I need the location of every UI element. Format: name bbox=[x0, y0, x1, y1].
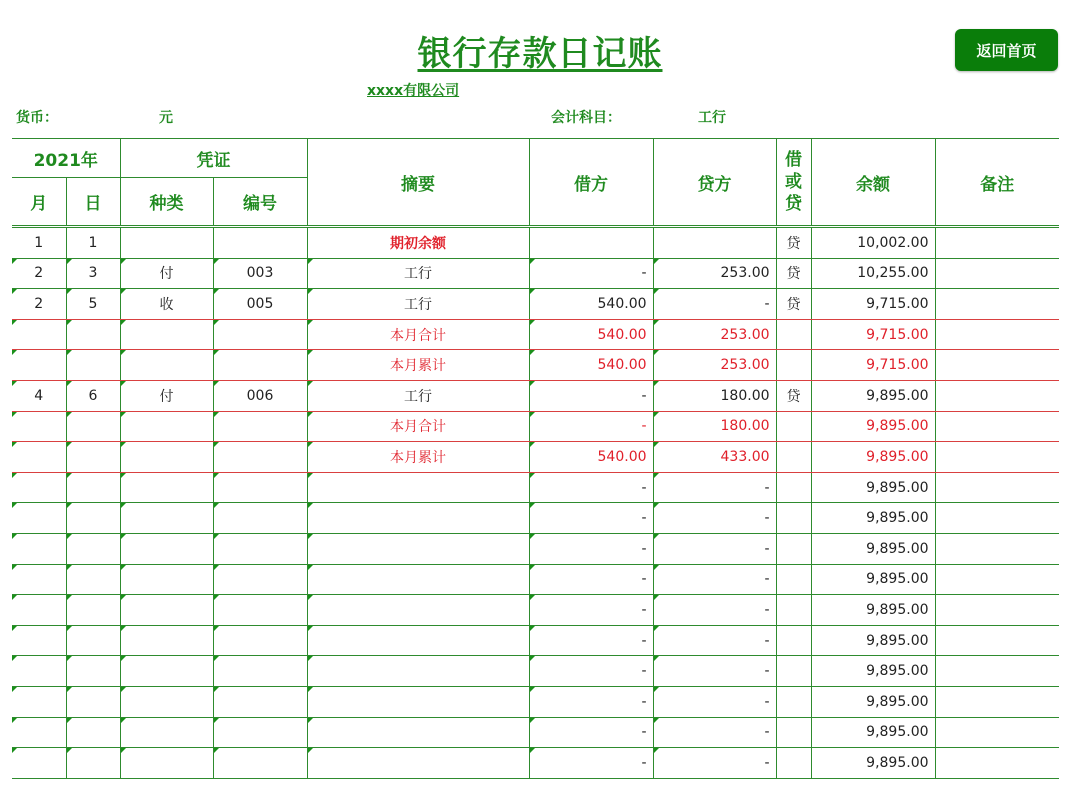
cell-direction[interactable] bbox=[776, 533, 811, 564]
table-row bbox=[12, 717, 1059, 748]
cell-note[interactable] bbox=[935, 686, 1059, 717]
cell-number[interactable] bbox=[213, 442, 307, 473]
cell-month[interactable] bbox=[12, 319, 66, 350]
cell-month[interactable] bbox=[12, 533, 66, 564]
cell-balance[interactable]: 10,002.00 bbox=[811, 227, 935, 259]
cell-month[interactable] bbox=[12, 748, 66, 779]
cell-direction[interactable]: 贷 bbox=[776, 227, 811, 259]
header-number: 编号 bbox=[213, 178, 307, 227]
cell-credit[interactable]: - bbox=[653, 533, 776, 564]
cell-balance[interactable]: 9,715.00 bbox=[811, 289, 935, 320]
cell-credit[interactable]: 253.00 bbox=[653, 350, 776, 381]
header-direction: 借或贷 bbox=[776, 139, 811, 227]
table-row bbox=[12, 227, 1059, 259]
cell-balance[interactable]: 9,895.00 bbox=[811, 748, 935, 779]
company-name: xxxx有限公司 bbox=[367, 83, 460, 99]
header-summary: 摘要 bbox=[307, 139, 529, 227]
table-row bbox=[12, 258, 1059, 289]
cell-type[interactable] bbox=[120, 717, 213, 748]
ledger-table bbox=[12, 138, 1059, 779]
cell-balance[interactable]: 9,895.00 bbox=[811, 717, 935, 748]
table-row bbox=[12, 748, 1059, 779]
cell-type[interactable] bbox=[120, 503, 213, 534]
header-type: 种类 bbox=[120, 178, 213, 227]
cell-debit[interactable]: 540.00 bbox=[529, 319, 653, 350]
cell-type[interactable] bbox=[120, 227, 213, 259]
cell-month[interactable] bbox=[12, 625, 66, 656]
cell-type[interactable]: 付 bbox=[120, 258, 213, 289]
cell-balance[interactable]: 9,895.00 bbox=[811, 686, 935, 717]
cell-note[interactable] bbox=[935, 472, 1059, 503]
cell-debit[interactable]: - bbox=[529, 503, 653, 534]
cell-type[interactable] bbox=[120, 442, 213, 473]
cell-debit[interactable]: 540.00 bbox=[529, 350, 653, 381]
cell-credit[interactable]: - bbox=[653, 289, 776, 320]
cell-type[interactable] bbox=[120, 472, 213, 503]
cell-month[interactable]: 1 bbox=[12, 227, 66, 259]
cell-note[interactable] bbox=[935, 227, 1059, 259]
cell-note[interactable] bbox=[935, 503, 1059, 534]
cell-day[interactable] bbox=[66, 686, 120, 717]
cell-number[interactable] bbox=[213, 656, 307, 687]
cell-day[interactable] bbox=[66, 319, 120, 350]
cell-day[interactable] bbox=[66, 564, 120, 595]
cell-summary[interactable]: 工行 bbox=[307, 258, 529, 289]
cell-month[interactable]: 2 bbox=[12, 258, 66, 289]
cell-day[interactable]: 1 bbox=[66, 227, 120, 259]
cell-debit[interactable]: - bbox=[529, 472, 653, 503]
cell-day[interactable] bbox=[66, 656, 120, 687]
cell-day[interactable] bbox=[66, 411, 120, 442]
cell-credit[interactable]: - bbox=[653, 717, 776, 748]
cell-number[interactable] bbox=[213, 227, 307, 259]
cell-month[interactable]: 4 bbox=[12, 380, 66, 411]
cell-number[interactable] bbox=[213, 625, 307, 656]
cell-number[interactable]: 006 bbox=[213, 380, 307, 411]
cell-day[interactable] bbox=[66, 472, 120, 503]
header-note: 备注 bbox=[935, 139, 1059, 227]
cell-direction[interactable] bbox=[776, 717, 811, 748]
cell-direction[interactable]: 贷 bbox=[776, 289, 811, 320]
header-month: 月 bbox=[12, 178, 66, 227]
table-row bbox=[12, 289, 1059, 320]
cell-debit[interactable]: - bbox=[529, 625, 653, 656]
cell-balance[interactable]: 9,895.00 bbox=[811, 380, 935, 411]
cell-balance[interactable]: 10,255.00 bbox=[811, 258, 935, 289]
cell-month[interactable] bbox=[12, 350, 66, 381]
cell-month[interactable] bbox=[12, 442, 66, 473]
cell-credit[interactable]: - bbox=[653, 503, 776, 534]
cell-debit[interactable]: - bbox=[529, 258, 653, 289]
cell-debit[interactable]: - bbox=[529, 717, 653, 748]
cell-credit[interactable]: 253.00 bbox=[653, 319, 776, 350]
header-debit: 借方 bbox=[529, 139, 653, 227]
cell-note[interactable] bbox=[935, 350, 1059, 381]
cell-summary[interactable] bbox=[307, 472, 529, 503]
cell-credit[interactable]: 253.00 bbox=[653, 258, 776, 289]
cell-day[interactable]: 6 bbox=[66, 380, 120, 411]
cell-summary[interactable]: 本月合计 bbox=[307, 411, 529, 442]
cell-credit[interactable]: - bbox=[653, 748, 776, 779]
cell-direction[interactable] bbox=[776, 472, 811, 503]
table-row bbox=[12, 564, 1059, 595]
table-row bbox=[12, 380, 1059, 411]
currency-label: 货币： bbox=[16, 110, 58, 126]
cell-type[interactable] bbox=[120, 319, 213, 350]
cell-note[interactable] bbox=[935, 717, 1059, 748]
cell-type[interactable] bbox=[120, 564, 213, 595]
table-row bbox=[12, 319, 1059, 350]
cell-type[interactable] bbox=[120, 411, 213, 442]
cell-summary[interactable] bbox=[307, 564, 529, 595]
cell-number[interactable] bbox=[213, 472, 307, 503]
cell-direction[interactable] bbox=[776, 595, 811, 626]
cell-direction[interactable] bbox=[776, 411, 811, 442]
cell-summary[interactable]: 本月合计 bbox=[307, 319, 529, 350]
header-day: 日 bbox=[66, 178, 120, 227]
cell-summary[interactable] bbox=[307, 625, 529, 656]
cell-number[interactable] bbox=[213, 319, 307, 350]
cell-day[interactable] bbox=[66, 533, 120, 564]
cell-summary[interactable]: 工行 bbox=[307, 289, 529, 320]
cell-credit[interactable]: - bbox=[653, 686, 776, 717]
cell-note[interactable] bbox=[935, 380, 1059, 411]
table-row bbox=[12, 503, 1059, 534]
cell-direction[interactable] bbox=[776, 748, 811, 779]
cell-month[interactable] bbox=[12, 686, 66, 717]
cell-note[interactable] bbox=[935, 656, 1059, 687]
cell-credit[interactable]: - bbox=[653, 472, 776, 503]
cell-day[interactable] bbox=[66, 503, 120, 534]
table-row bbox=[12, 625, 1059, 656]
cell-balance[interactable]: 9,895.00 bbox=[811, 564, 935, 595]
cell-month[interactable] bbox=[12, 411, 66, 442]
cell-month[interactable] bbox=[12, 717, 66, 748]
cell-balance[interactable]: 9,895.00 bbox=[811, 411, 935, 442]
cell-type[interactable] bbox=[120, 625, 213, 656]
cell-day[interactable] bbox=[66, 350, 120, 381]
cell-type[interactable]: 付 bbox=[120, 380, 213, 411]
cell-debit[interactable]: - bbox=[529, 411, 653, 442]
cell-day[interactable] bbox=[66, 595, 120, 626]
header-voucher: 凭证 bbox=[120, 139, 307, 178]
cell-number[interactable] bbox=[213, 717, 307, 748]
table-row bbox=[12, 656, 1059, 687]
cell-month[interactable] bbox=[12, 503, 66, 534]
cell-number[interactable] bbox=[213, 411, 307, 442]
cell-direction[interactable]: 贷 bbox=[776, 258, 811, 289]
cell-summary[interactable]: 期初余额 bbox=[307, 227, 529, 259]
cell-direction[interactable]: 贷 bbox=[776, 380, 811, 411]
cell-credit[interactable]: 180.00 bbox=[653, 380, 776, 411]
cell-summary[interactable] bbox=[307, 656, 529, 687]
cell-number[interactable] bbox=[213, 686, 307, 717]
cell-number[interactable]: 003 bbox=[213, 258, 307, 289]
cell-summary[interactable] bbox=[307, 717, 529, 748]
account-value: 工行 bbox=[698, 110, 726, 126]
cell-summary[interactable]: 工行 bbox=[307, 380, 529, 411]
cell-credit[interactable]: 180.00 bbox=[653, 411, 776, 442]
cell-credit[interactable]: 433.00 bbox=[653, 442, 776, 473]
table-row bbox=[12, 442, 1059, 473]
cell-note[interactable] bbox=[935, 442, 1059, 473]
home-button[interactable]: 返回首页 bbox=[955, 29, 1058, 71]
cell-direction[interactable] bbox=[776, 319, 811, 350]
cell-type[interactable] bbox=[120, 595, 213, 626]
cell-summary[interactable] bbox=[307, 686, 529, 717]
account-label: 会计科目： bbox=[551, 110, 621, 126]
cell-number[interactable] bbox=[213, 503, 307, 534]
cell-number[interactable] bbox=[213, 564, 307, 595]
table-row bbox=[12, 533, 1059, 564]
table-row bbox=[12, 411, 1059, 442]
currency-value: 元 bbox=[159, 110, 173, 126]
cell-summary[interactable]: 本月累计 bbox=[307, 350, 529, 381]
cell-direction[interactable] bbox=[776, 350, 811, 381]
cell-number[interactable]: 005 bbox=[213, 289, 307, 320]
cell-direction[interactable] bbox=[776, 656, 811, 687]
cell-debit[interactable]: 540.00 bbox=[529, 289, 653, 320]
cell-debit[interactable] bbox=[529, 227, 653, 259]
cell-day[interactable]: 5 bbox=[66, 289, 120, 320]
cell-debit[interactable]: - bbox=[529, 656, 653, 687]
cell-credit[interactable]: - bbox=[653, 625, 776, 656]
cell-summary[interactable] bbox=[307, 503, 529, 534]
cell-month[interactable]: 2 bbox=[12, 289, 66, 320]
cell-number[interactable] bbox=[213, 595, 307, 626]
cell-day[interactable] bbox=[66, 717, 120, 748]
cell-type[interactable]: 收 bbox=[120, 289, 213, 320]
cell-type[interactable] bbox=[120, 350, 213, 381]
cell-day[interactable] bbox=[66, 625, 120, 656]
cell-summary[interactable]: 本月累计 bbox=[307, 442, 529, 473]
cell-debit[interactable]: 540.00 bbox=[529, 442, 653, 473]
cell-day[interactable] bbox=[66, 442, 120, 473]
table-row bbox=[12, 686, 1059, 717]
cell-debit[interactable]: - bbox=[529, 533, 653, 564]
cell-balance[interactable]: 9,895.00 bbox=[811, 503, 935, 534]
cell-credit[interactable] bbox=[653, 227, 776, 259]
cell-month[interactable] bbox=[12, 472, 66, 503]
cell-direction[interactable] bbox=[776, 503, 811, 534]
cell-day[interactable] bbox=[66, 748, 120, 779]
cell-note[interactable] bbox=[935, 258, 1059, 289]
table-row bbox=[12, 350, 1059, 381]
cell-balance[interactable]: 9,715.00 bbox=[811, 350, 935, 381]
cell-balance[interactable]: 9,895.00 bbox=[811, 533, 935, 564]
cell-debit[interactable]: - bbox=[529, 686, 653, 717]
cell-credit[interactable]: - bbox=[653, 564, 776, 595]
cell-debit[interactable]: - bbox=[529, 748, 653, 779]
cell-credit[interactable]: - bbox=[653, 595, 776, 626]
cell-month[interactable] bbox=[12, 595, 66, 626]
page-title: 银行存款日记账 bbox=[417, 34, 663, 74]
cell-balance[interactable]: 9,895.00 bbox=[811, 656, 935, 687]
cell-balance[interactable]: 9,895.00 bbox=[811, 442, 935, 473]
cell-type[interactable] bbox=[120, 686, 213, 717]
cell-summary[interactable] bbox=[307, 533, 529, 564]
table-row bbox=[12, 595, 1059, 626]
cell-month[interactable] bbox=[12, 656, 66, 687]
cell-direction[interactable] bbox=[776, 442, 811, 473]
cell-direction[interactable] bbox=[776, 686, 811, 717]
cell-type[interactable] bbox=[120, 533, 213, 564]
cell-month[interactable] bbox=[12, 564, 66, 595]
cell-note[interactable] bbox=[935, 319, 1059, 350]
cell-summary[interactable] bbox=[307, 748, 529, 779]
cell-credit[interactable]: - bbox=[653, 656, 776, 687]
cell-note[interactable] bbox=[935, 289, 1059, 320]
cell-direction[interactable] bbox=[776, 625, 811, 656]
cell-direction[interactable] bbox=[776, 564, 811, 595]
ledger-body bbox=[12, 227, 1059, 779]
cell-debit[interactable]: - bbox=[529, 380, 653, 411]
cell-number[interactable] bbox=[213, 350, 307, 381]
cell-note[interactable] bbox=[935, 564, 1059, 595]
header-balance: 余额 bbox=[811, 139, 935, 227]
cell-debit[interactable]: - bbox=[529, 595, 653, 626]
table-row bbox=[12, 472, 1059, 503]
cell-balance[interactable]: 9,715.00 bbox=[811, 319, 935, 350]
cell-note[interactable] bbox=[935, 411, 1059, 442]
header-credit: 贷方 bbox=[653, 139, 776, 227]
cell-balance[interactable]: 9,895.00 bbox=[811, 595, 935, 626]
cell-balance[interactable]: 9,895.00 bbox=[811, 472, 935, 503]
cell-number[interactable] bbox=[213, 748, 307, 779]
cell-note[interactable] bbox=[935, 533, 1059, 564]
cell-note[interactable] bbox=[935, 748, 1059, 779]
cell-type[interactable] bbox=[120, 748, 213, 779]
cell-note[interactable] bbox=[935, 595, 1059, 626]
header-year: 2021年 bbox=[12, 139, 120, 178]
cell-number[interactable] bbox=[213, 533, 307, 564]
cell-summary[interactable] bbox=[307, 595, 529, 626]
cell-balance[interactable]: 9,895.00 bbox=[811, 625, 935, 656]
cell-type[interactable] bbox=[120, 656, 213, 687]
cell-debit[interactable]: - bbox=[529, 564, 653, 595]
cell-day[interactable]: 3 bbox=[66, 258, 120, 289]
cell-note[interactable] bbox=[935, 625, 1059, 656]
